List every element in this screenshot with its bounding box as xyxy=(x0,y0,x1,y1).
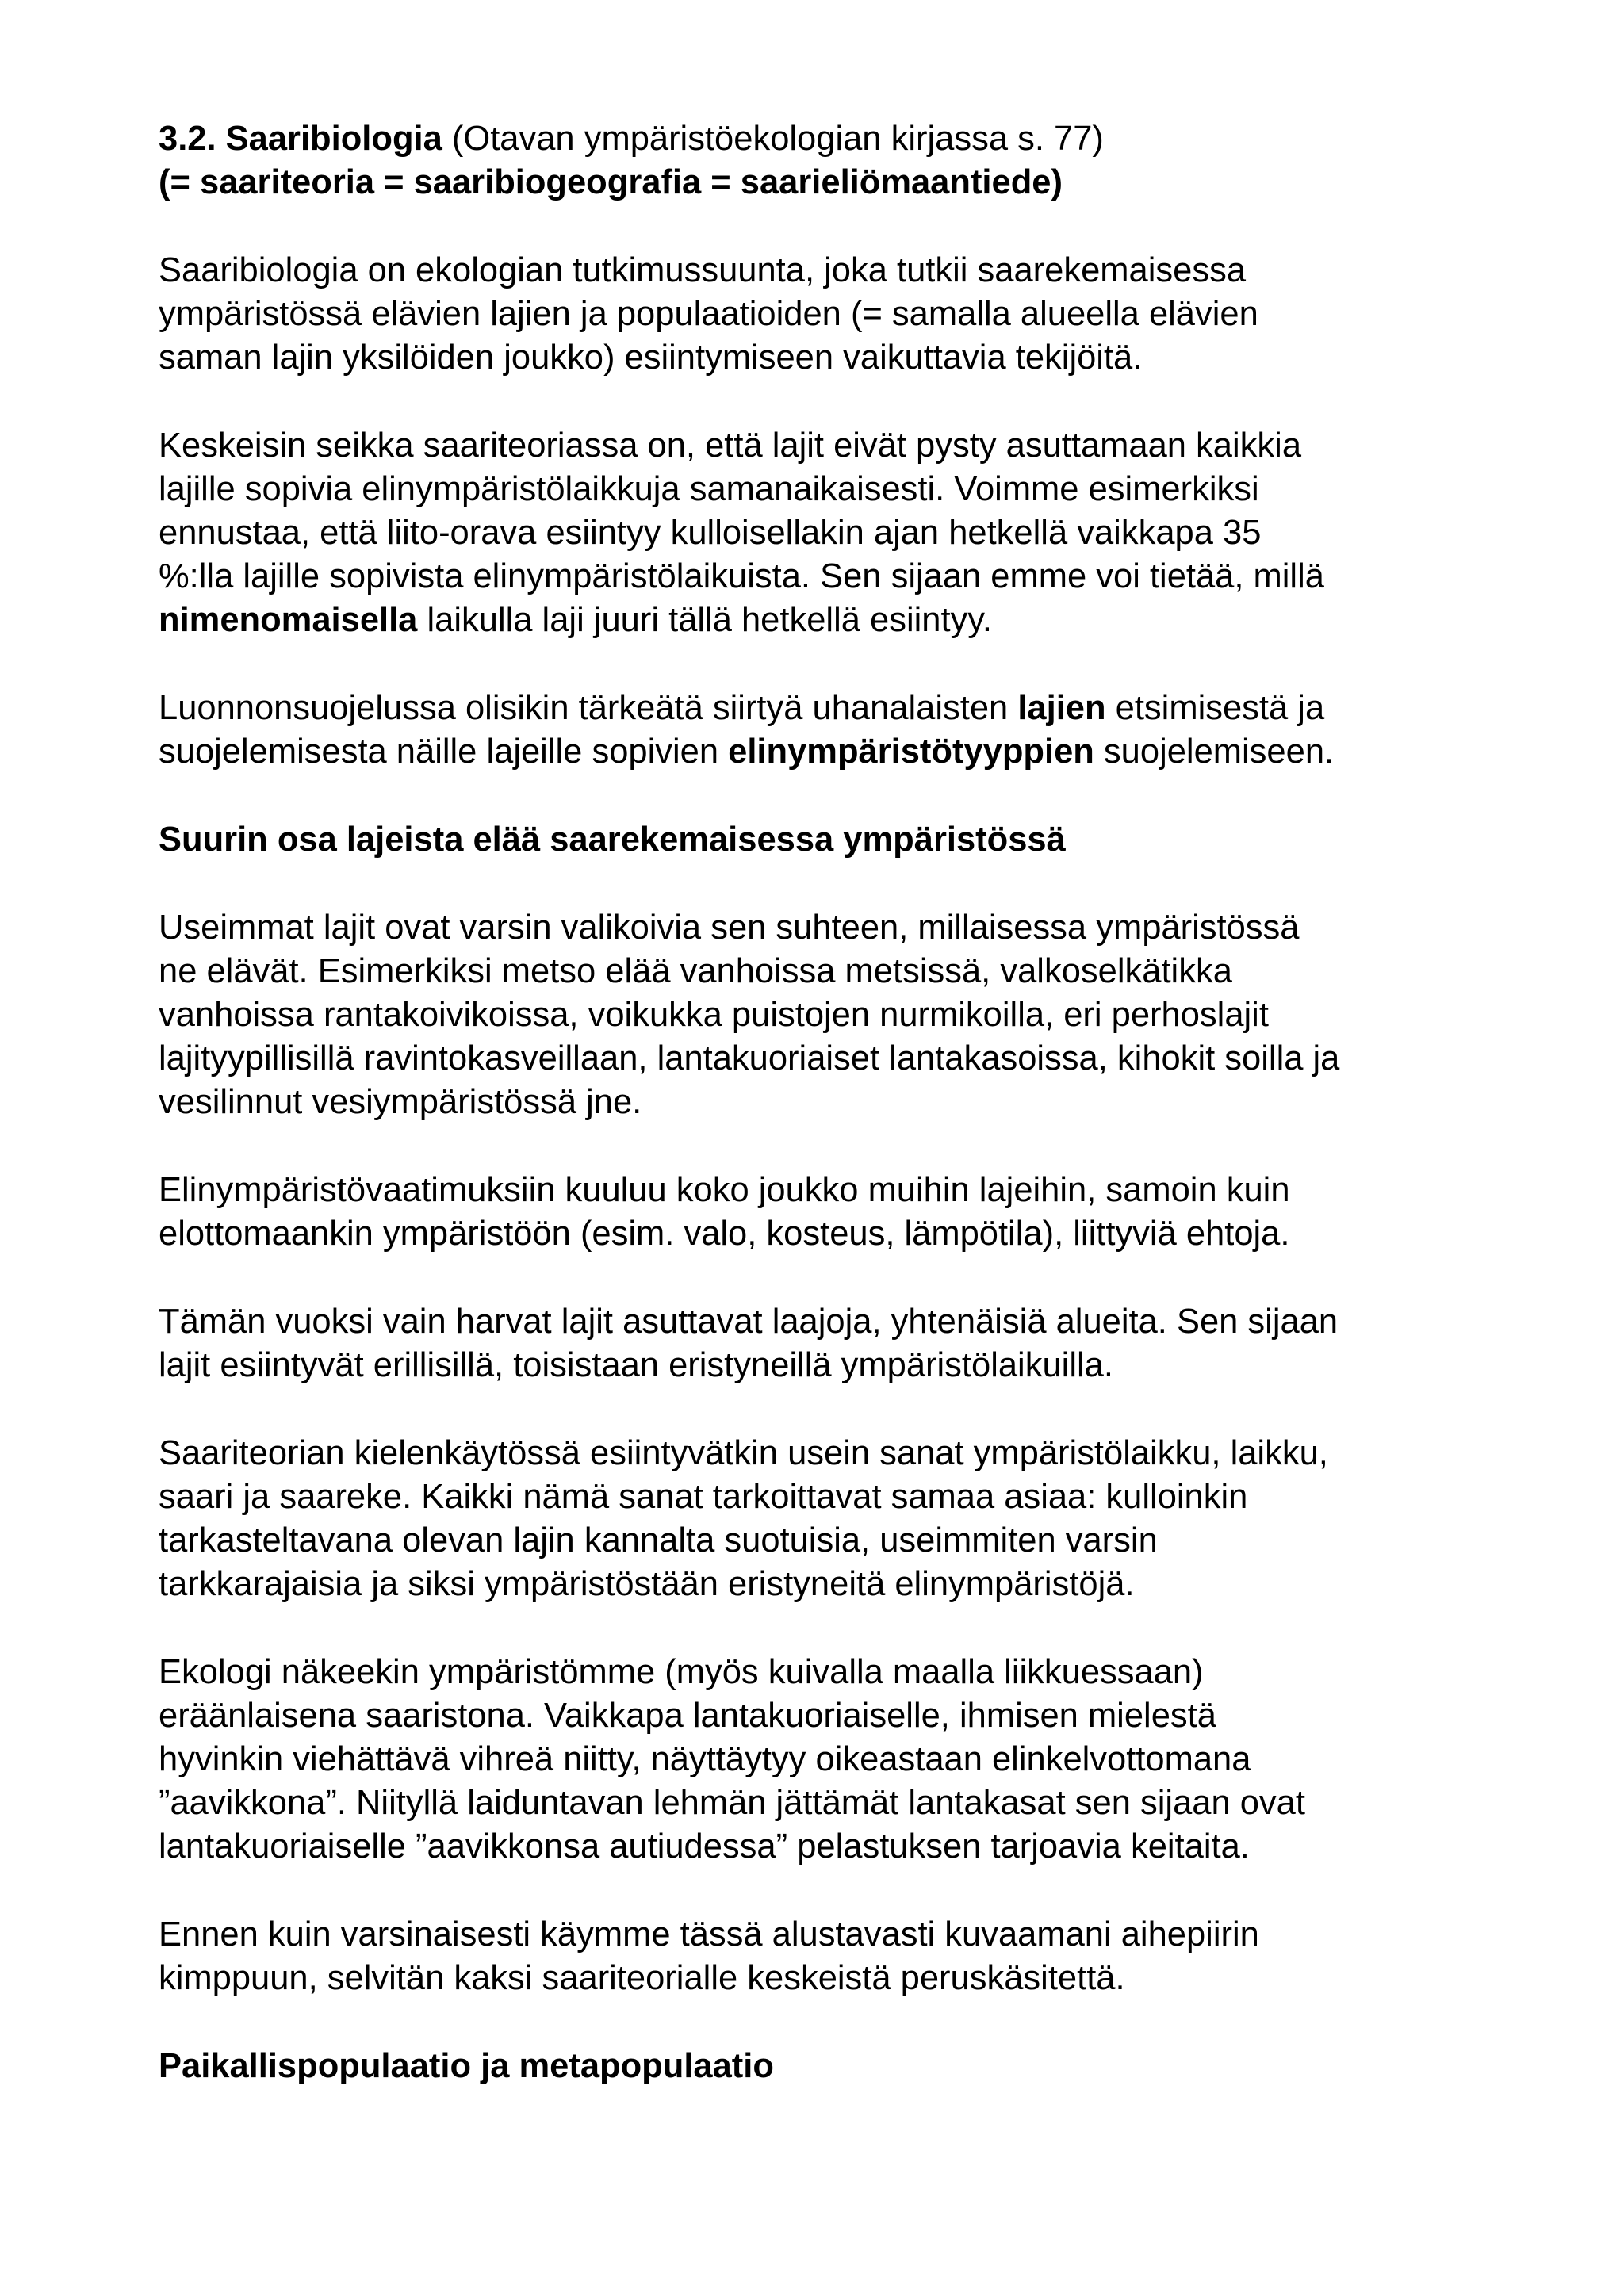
text-line: lajityypillisillä ravintokasveillaan, lantakuoriaiset lantakasoissa, kihokit soilla ja xyxy=(159,1039,1340,1077)
document-page xyxy=(159,117,1507,2088)
title-synonyms: (= saariteoria = saaribiogeografia = saarieliömaantiede) xyxy=(159,163,1063,201)
text-line: tarkasteltavana olevan lajin kannalta suotuisia, useimmiten varsin xyxy=(159,1521,1158,1559)
text-line: lajille sopivia elinympäristölaikkuja samanaikaisesti. Voimme esimerkiksi xyxy=(159,470,1259,508)
paragraph-conservation xyxy=(159,687,1507,774)
emphasis-text: lajien xyxy=(1017,689,1106,727)
paragraph-selective-species xyxy=(159,906,1507,1124)
subheading-island-environment xyxy=(159,818,1507,862)
text-line: saman lajin yksilöiden joukko) esiintymiseen vaikuttavia tekijöitä. xyxy=(159,339,1143,377)
text-line: %:lla lajille sopivista elinympäristölaikuista. Sen sijaan emme voi tietää, millä xyxy=(159,557,1324,595)
text-line: Ennen kuin varsinaisesti käymme tässä alustavasti kuvaamani aihepiirin xyxy=(159,1915,1259,1954)
text-line: Ekologi näkeekin ympäristömme (myös kuivalla maalla liikkuessaan) xyxy=(159,1653,1204,1691)
text-line: vesilinnut vesiympäristössä jne. xyxy=(159,1083,642,1121)
text-line: lantakuoriaiselle ”aavikkonsa autiudessa” pelastuksen tarjoavia keitaita. xyxy=(159,1827,1250,1866)
text-fragment: suojelemiseen. xyxy=(1094,733,1335,771)
paragraph-definition xyxy=(159,249,1507,380)
subheading-metapopulation xyxy=(159,2045,1507,2088)
text-line: kimppuun, selvitän kaksi saariteorialle keskeistä peruskäsitettä. xyxy=(159,1959,1125,1997)
text-line: Tämän vuoksi vain harvat lajit asuttavat laajoja, yhtenäisiä alueita. Sen sijaan xyxy=(159,1303,1339,1341)
paragraph-intro-concepts xyxy=(159,1913,1507,2000)
text-line xyxy=(159,687,1507,730)
text-line: saari ja saareke. Kaikki nämä sanat tarkoittavat samaa asiaa: kulloinkin xyxy=(159,1478,1248,1516)
section-title xyxy=(159,117,1507,205)
text-line: ne elävät. Esimerkiksi metso elää vanhoissa metsissä, valkoselkätikka xyxy=(159,952,1232,990)
text-line xyxy=(159,730,1507,774)
paragraph-key-point xyxy=(159,424,1507,642)
text-line: ennustaa, että liito-orava esiintyy kulloisellakin ajan hetkellä vaikkapa 35 xyxy=(159,514,1262,552)
text-line: ympäristössä elävien lajien ja populaatioiden (= samalla alueella elävien xyxy=(159,295,1258,333)
emphasis-text: elinympäristötyyppien xyxy=(728,733,1094,771)
subheading-text: Paikallispopulaatio ja metapopulaatio xyxy=(159,2047,774,2085)
subheading-text: Suurin osa lajeista elää saarekemaisessa ympäristössä xyxy=(159,821,1066,859)
text-line: Useimmat lajit ovat varsin valikoivia sen suhteen, millaisessa ympäristössä xyxy=(159,909,1300,947)
paragraph-terminology xyxy=(159,1432,1507,1606)
text-line: elottomaankin ympäristöön (esim. valo, kosteus, lämpötila), liittyviä ehtoja. xyxy=(159,1215,1290,1253)
text-fragment: Luonnonsuojelussa olisikin tärkeätä siirtyä uhanalaisten xyxy=(159,689,1018,727)
paragraph-archipelago xyxy=(159,1651,1507,1869)
title-number-and-name: 3.2. Saaribiologia xyxy=(159,120,442,158)
text-line: Saariteorian kielenkäytössä esiintyvätkin usein sanat ympäristölaikku, laikku, xyxy=(159,1434,1328,1472)
text-fragment: laikulla laji juuri tällä hetkellä esiintyy. xyxy=(417,601,992,639)
paragraph-habitat-requirements xyxy=(159,1169,1507,1256)
text-fragment: suojelemisesta näille lajeille sopivien xyxy=(159,733,729,771)
text-line: tarkkarajaisia ja siksi ympäristöstään eristyneitä elinympäristöjä. xyxy=(159,1565,1135,1603)
emphasis-text: nimenomaisella xyxy=(159,601,418,639)
text-line: ”aavikkona”. Niityllä laiduntavan lehmän jättämät lantakasat sen sijaan ovat xyxy=(159,1784,1305,1822)
text-line: lajit esiintyvät erillisillä, toisistaan eristyneillä ympäristölaikuilla. xyxy=(159,1346,1113,1384)
text-line xyxy=(159,599,1507,642)
title-source: (Otavan ympäristöekologian kirjassa s. 77) xyxy=(442,120,1104,158)
text-line: eräänlaisena saaristona. Vaikkapa lantakuoriaiselle, ihmisen mielestä xyxy=(159,1697,1216,1735)
text-line: Saaribiologia on ekologian tutkimussuunta, joka tutkii saarekemaisessa xyxy=(159,251,1247,289)
text-line: Keskeisin seikka saariteoriassa on, että lajit eivät pysty asuttamaan kaikkia xyxy=(159,427,1302,465)
title-line xyxy=(159,117,1507,161)
text-fragment: etsimisestä ja xyxy=(1105,689,1325,727)
text-line: vanhoissa rantakoivikoissa, voikukka puistojen nurmikoilla, eri perhoslajit xyxy=(159,996,1269,1034)
paragraph-isolated-patches xyxy=(159,1300,1507,1387)
text-line: Elinympäristövaatimuksiin kuuluu koko joukko muihin lajeihin, samoin kuin xyxy=(159,1171,1290,1209)
text-line: hyvinkin viehättävä vihreä niitty, näyttäytyy oikeastaan elinkelvottomana xyxy=(159,1740,1251,1778)
